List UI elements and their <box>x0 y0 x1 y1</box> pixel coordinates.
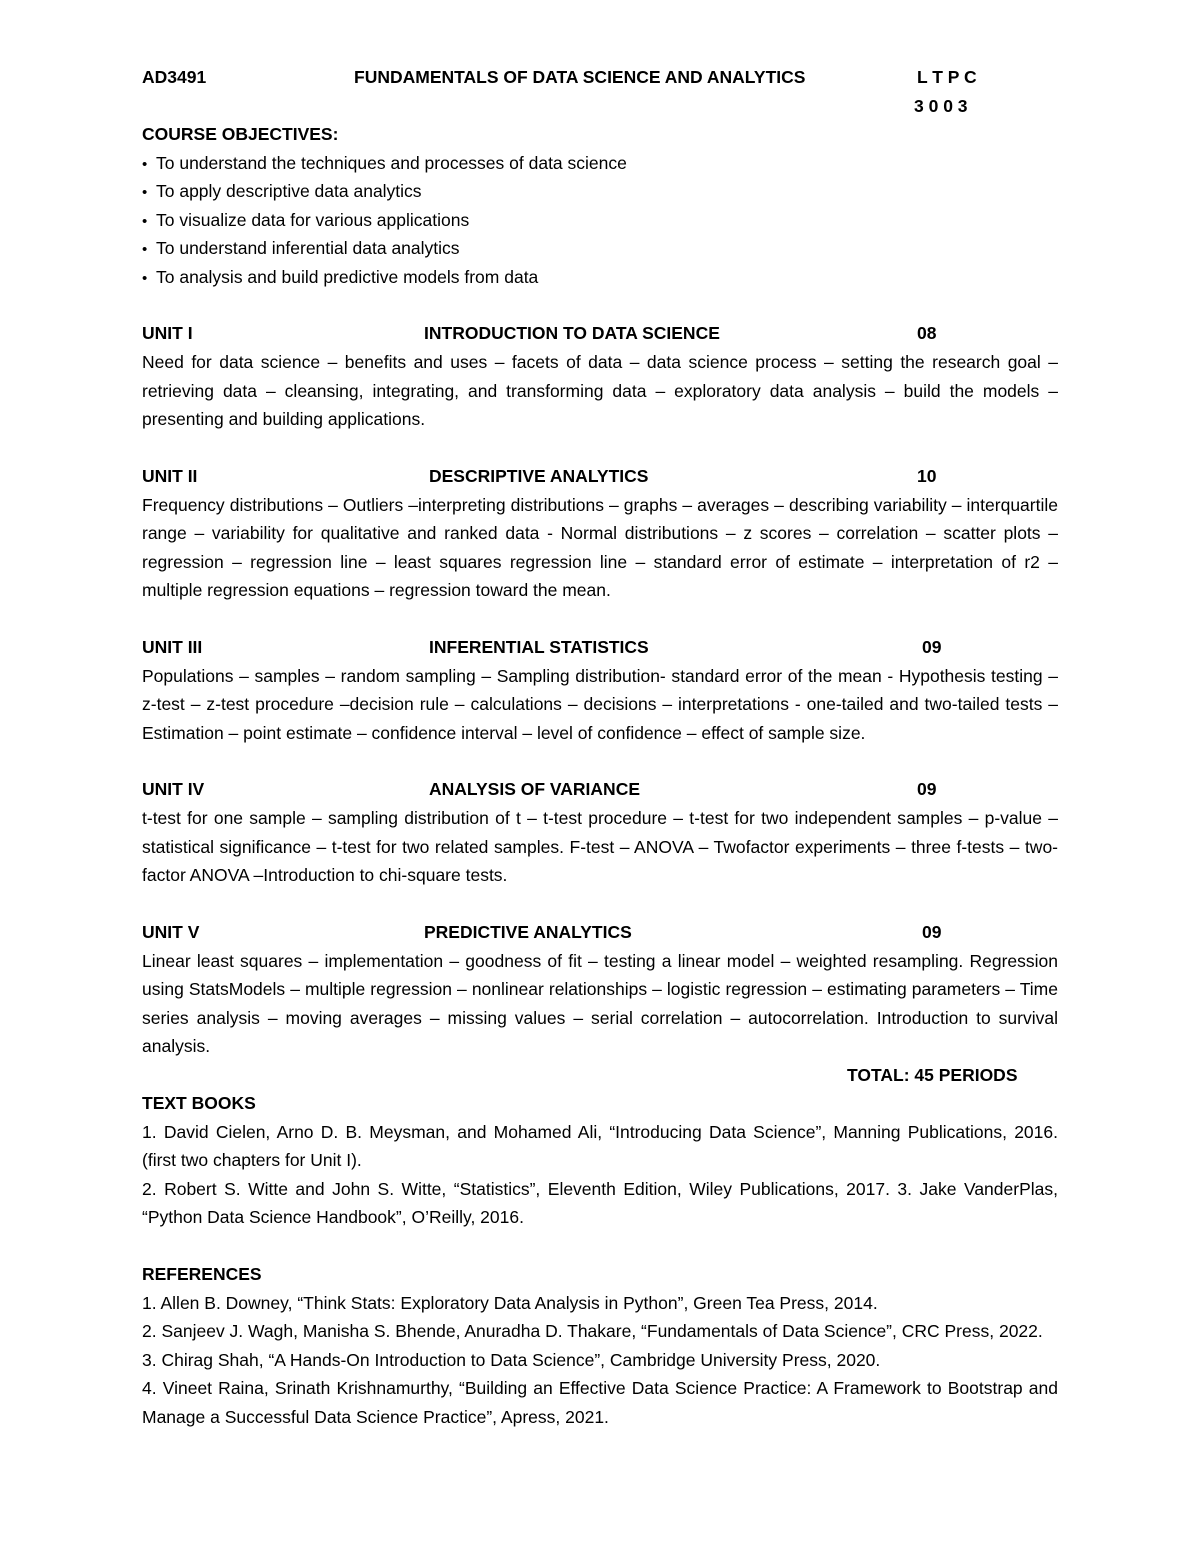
unit-heading <box>142 633 1058 662</box>
course-title: FUNDAMENTALS OF DATA SCIENCE AND ANALYTICS <box>354 67 806 87</box>
objectives-list <box>142 149 1058 292</box>
reference-item: 3. Chirag Shah, “A Hands-On Introduction to Data Science”, Cambridge University Press, 2020. <box>142 1349 881 1370</box>
objective-item: • To analysis and build predictive models from data <box>142 263 1058 292</box>
course-code: AD3491 <box>142 67 207 87</box>
unit-section <box>142 462 1058 605</box>
objective-item: • To apply descriptive data analytics <box>142 177 1058 206</box>
unit-content: Frequency distributions – Outliers –interpreting distributions – graphs – averages – describing variability – interquartile range – variability for qualitative and ranked data - Normal distributions – z scores – correlation – scatter plots – regression – regression line – least squares regression line – standard error of estimate – interpretation of r2 – multiple regression equations – regression toward the mean. <box>142 494 1058 600</box>
unit-title: PREDICTIVE ANALYTICS <box>424 921 632 942</box>
unit-content: Populations – samples – random sampling – Sampling distribution- standard error of the mean - Hypothesis testing – z-test – z-test procedure –decision rule – calculations – decisions – interpretations - one-tailed and two-tailed tests – Estimation – point estimate – confidence interval – level of confidence – effect of sample size. <box>142 665 1058 743</box>
textbook-item: 2. Robert S. Witte and John S. Witte, “Statistics”, Eleventh Edition, Wiley Publications, 2017. 3. Jake VanderPlas, “Python Data Science Handbook”, O’Reilly, 2016. <box>142 1178 1058 1227</box>
unit-label: UNIT III <box>142 636 203 657</box>
unit-section <box>142 775 1058 890</box>
ltpc-values: 3 0 0 3 <box>914 96 968 116</box>
bullet-icon: • <box>142 184 148 201</box>
unit-section <box>142 633 1058 748</box>
syllabus-page <box>142 62 1058 1431</box>
ltpc-label: L T P C <box>917 67 977 87</box>
objective-item: • To understand inferential data analytics <box>142 234 1058 263</box>
unit-title: ANALYSIS OF VARIANCE <box>429 779 640 799</box>
bullet-icon: • <box>142 155 148 173</box>
unit-title: DESCRIPTIVE ANALYTICS <box>429 465 649 486</box>
objective-item: • To visualize data for various applications <box>142 206 1058 235</box>
section-spacer <box>142 1232 1058 1261</box>
unit-content: Need for data science – benefits and uses – facets of data – data science process – setting the research goal – retrieving data – cleansing, integrating, and transforming data – exploratory data analysis – build the models – presenting and building applications. <box>142 352 1058 429</box>
unit-title: INTRODUCTION TO DATA SCIENCE <box>424 323 720 343</box>
unit-hours: 10 <box>917 465 937 486</box>
objectives-heading: COURSE OBJECTIVES: <box>142 124 339 144</box>
unit-hours: 09 <box>917 779 937 799</box>
ltpc-row <box>142 92 1058 120</box>
unit-label: UNIT I <box>142 323 193 343</box>
unit-section <box>142 319 1058 434</box>
unit-heading <box>142 319 1058 348</box>
unit-heading <box>142 462 1058 491</box>
unit-label: UNIT II <box>142 465 198 486</box>
unit-label: UNIT V <box>142 921 200 942</box>
unit-hours: 09 <box>922 921 942 942</box>
reference-item: 2. Sanjeev J. Wagh, Manisha S. Bhende, Anuradha D. Thakare, “Fundamentals of Data Science”, CRC Press, 2022. <box>142 1321 1043 1341</box>
total-periods: TOTAL: 45 PERIODS <box>847 1064 1018 1085</box>
course-header <box>142 62 1058 92</box>
unit-hours: 09 <box>922 636 942 657</box>
unit-content: t-test for one sample – sampling distribution of t – t-test procedure – t-test for two independent samples – p-value – statistical significance – t-test for two related samples. F-test – ANOVA – Twofactor experiments – three f-tests – two-factor ANOVA –Introduction to chi-square tests. <box>142 808 1058 885</box>
bullet-icon: • <box>142 212 148 230</box>
bullet-icon: • <box>142 241 148 258</box>
reference-item: 4. Vineet Raina, Srinath Krishnamurthy, “Building an Effective Data Science Practice: A Framework to Bootstrap and Manage a Successful Data Science Practice”, Apress, 2021. <box>142 1378 1058 1427</box>
unit-hours: 08 <box>917 323 937 343</box>
unit-section <box>142 918 1058 1061</box>
unit-heading <box>142 918 1058 947</box>
objective-item: • To understand the techniques and processes of data science <box>142 149 1058 178</box>
bullet-icon: • <box>142 269 148 287</box>
unit-label: UNIT IV <box>142 779 205 799</box>
total-periods-row <box>142 1061 1058 1090</box>
unit-heading <box>142 775 1058 804</box>
unit-title: INFERENTIAL STATISTICS <box>429 636 649 657</box>
textbooks-heading: TEXT BOOKS <box>142 1093 256 1113</box>
reference-item: 1. Allen B. Downey, “Think Stats: Exploratory Data Analysis in Python”, Green Tea Press, 2014. <box>142 1292 878 1313</box>
textbook-item: 1. David Cielen, Arno D. B. Meysman, and Mohamed Ali, “Introducing Data Science”, Manning Publications, 2016. (first two chapters for Unit I). <box>142 1121 1058 1170</box>
unit-content: Linear least squares – implementation – goodness of fit – testing a linear model – weighted resampling. Regression using StatsModels – multiple regression – nonlinear relationships – logistic regression – estimating parameters – Time series analysis – moving averages – missing values – serial correlation – autocorrelation. Introduction to survival analysis. <box>142 950 1058 1056</box>
references-heading: REFERENCES <box>142 1264 262 1284</box>
